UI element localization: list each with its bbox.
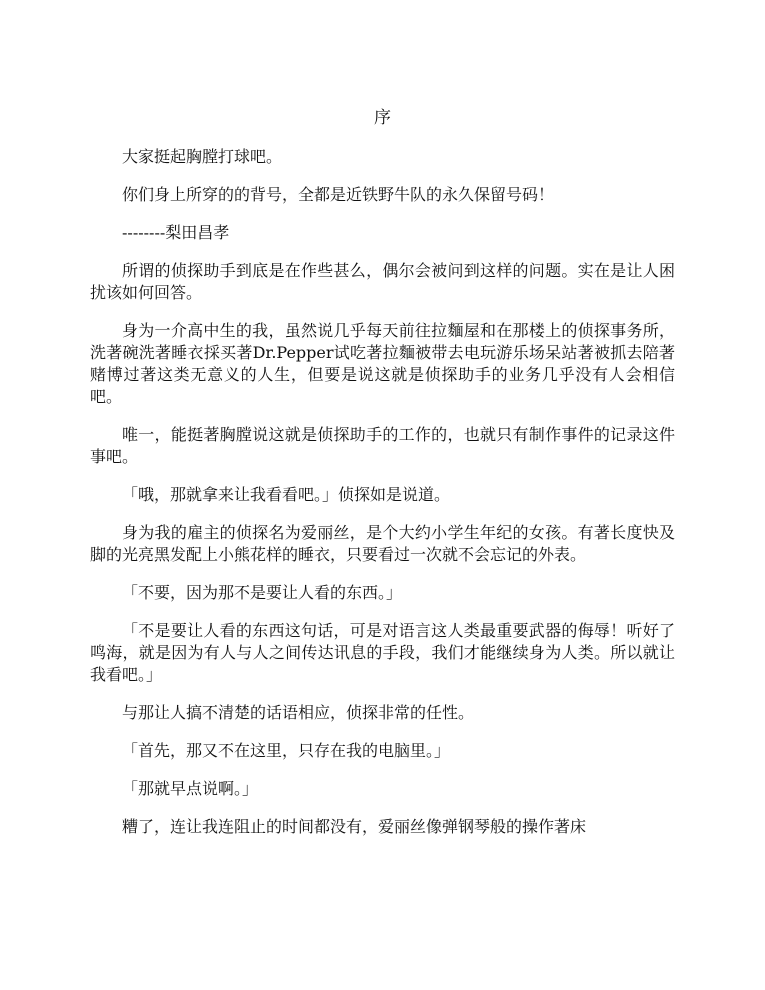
paragraph-1: 大家挺起胸膛打球吧。 (122, 147, 283, 166)
paragraph-9: 「不要，因为那不是要让人看的东西。」 (122, 583, 403, 602)
chapter-title: 序 (374, 108, 391, 128)
paragraph-13: 「那就早点说啊。」 (122, 779, 259, 798)
paragraph-10: 「不是要让人看的东西这句话，可是对语言这人类最重要武器的侮辱！听好了鸣海，就是因为有人与人之间传达讯息的手段，我们才能继续身为人类。所以就让我看吧。」 (90, 621, 675, 684)
paragraph-6: 唯一，能挺著胸膛说这就是侦探助手的工作的，也就只有制作事件的记录这件事吧。 (90, 425, 675, 466)
paragraph-3: --------梨田昌孝 (122, 223, 230, 242)
paragraph-11: 与那让人搞不清楚的话语相应，侦探非常的任性。 (122, 703, 475, 722)
paragraph-5: 身为一介高中生的我，虽然说几乎每天前往拉麵屋和在那楼上的侦探事务所，洗著碗洗著睡衣採买著Dr.Pepper试吃著拉麵被带去电玩游乐场呆站著被抓去陪著赌博过著这类无意义的人生，但要是说这就是侦探助手的业务几乎没有人会相信吧。 (90, 321, 675, 406)
document-page (90, 106, 675, 854)
paragraph-8: 身为我的雇主的侦探名为爱丽丝，是个大约小学生年纪的女孩。有著长度快及脚的光亮黑发配上小熊花样的睡衣，只要看过一次就不会忘记的外表。 (90, 523, 675, 564)
paragraph-12: 「首先，那又不在这里，只存在我的电脑里。」 (122, 741, 451, 760)
paragraph-2: 你们身上所穿的的背号，全都是近铁野牛队的永久保留号码！ (122, 185, 555, 204)
paragraph-4: 所谓的侦探助手到底是在作些甚么，偶尔会被问到这样的问题。实在是让人困扰该如何回答。 (90, 261, 675, 302)
paragraph-7: 「哦，那就拿来让我看看吧。」侦探如是说道。 (122, 485, 451, 504)
paragraph-14: 糟了，连让我连阻止的时间都没有，爱丽丝像弹钢琴般的操作著床 (122, 817, 587, 836)
